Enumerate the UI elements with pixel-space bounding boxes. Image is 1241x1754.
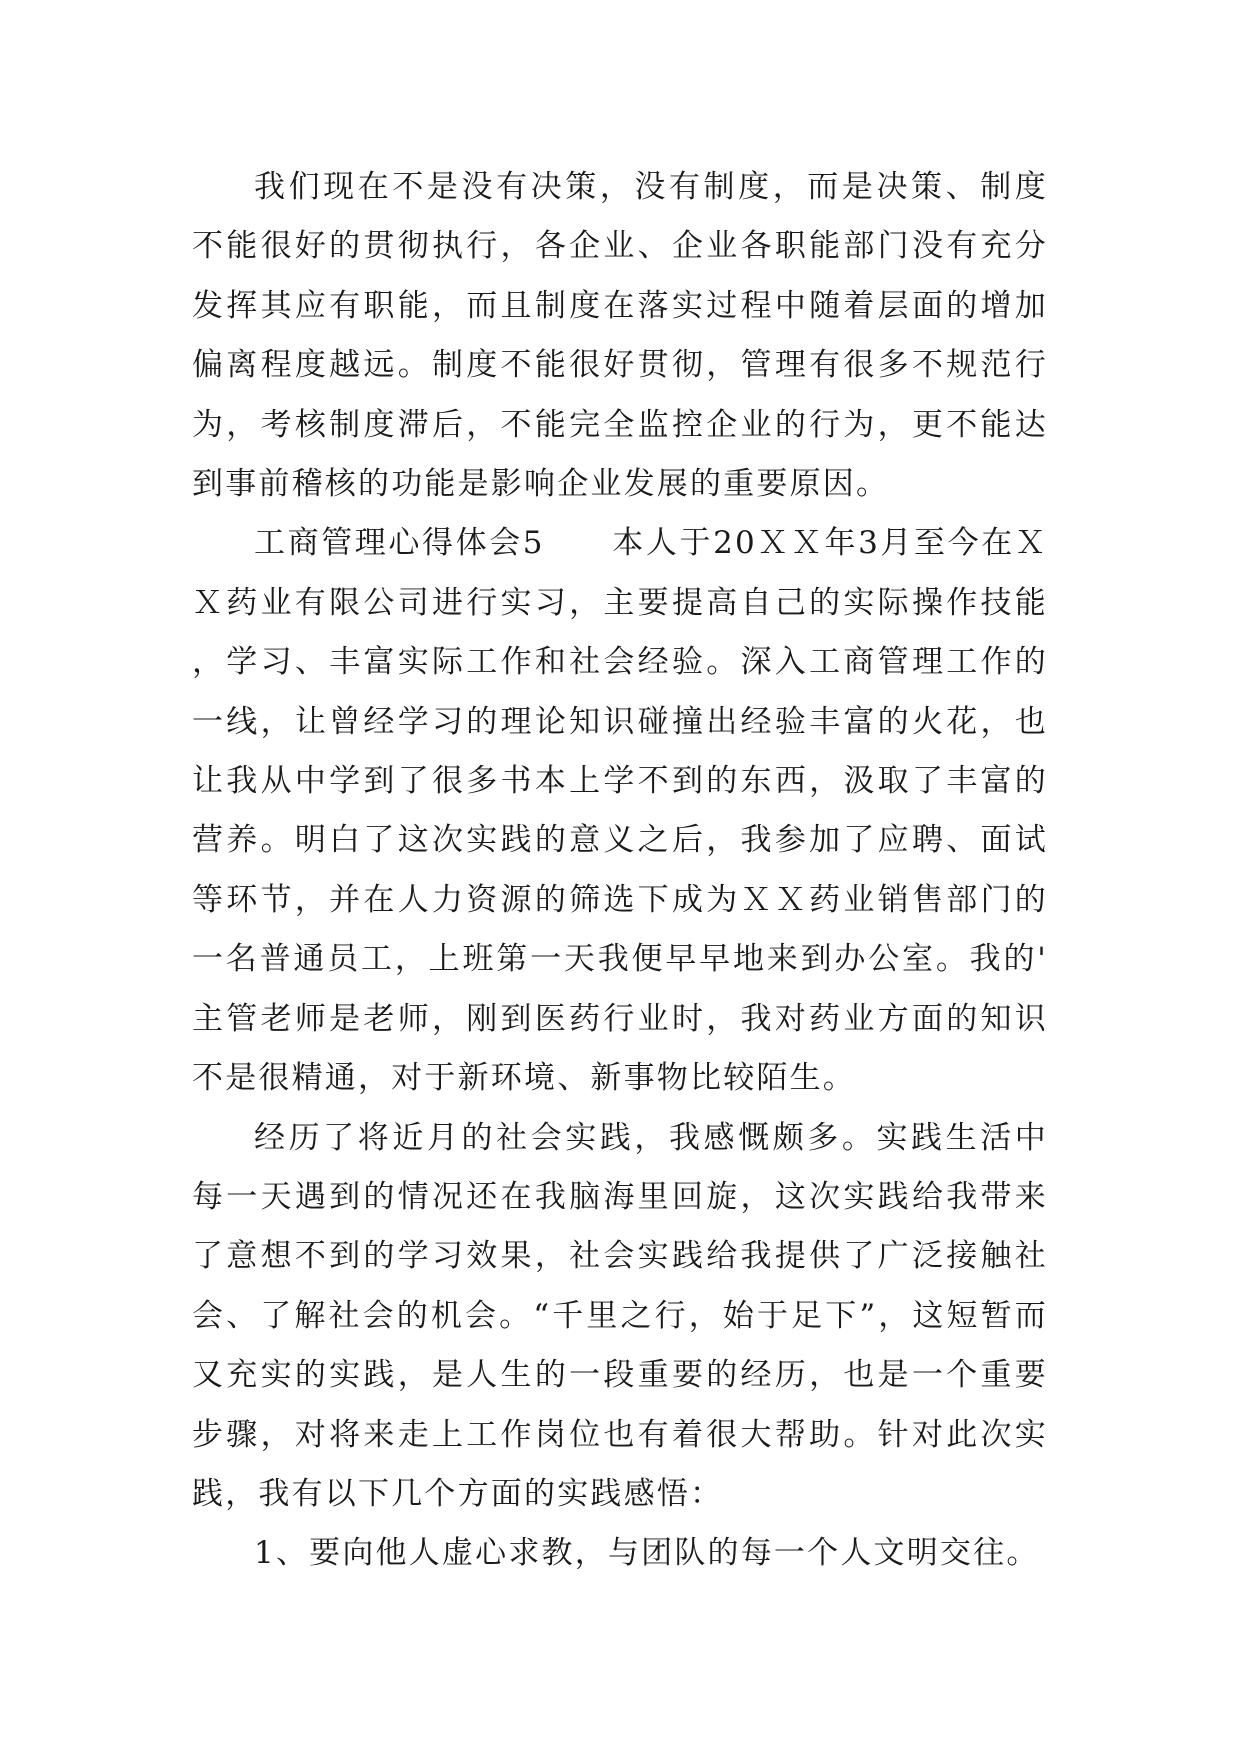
paragraph-practice-reflection: 经历了将近月的社会实践，我感慨颇多。实践生活中每一天遇到的情况还在我脑海里回旋，这次实践给我带来了意想不到的学习效果，社会实践给我提供了广泛接触社会、了解社会的机会。“千里之行，始于足下”，这短暂而又充实的实践，是人生的一段重要的经历，也是一个重要步骤，对将来走上工作岗位也有着很大帮助。针对此次实践，我有以下几个方面的实践感悟： xyxy=(192,1119,1048,1512)
paragraph-point-one: 1、要向他人虚心求教，与团队的每一个人文明交往。 xyxy=(254,1535,1040,1572)
paragraph-internship-intro: 工商管理心得体会5 本人于20ＸＸ年3月至今在ＸＸ药业有限公司进行实习，主要提高自己的实际操作技能，学习、丰富实际工作和社会经验。深入工商管理工作的一线，让曾经学习的理论知识碰撞出经验丰富的火花，也让我从中学到了很多书本上学不到的东西，汲取了丰富的营养。明白了这次实践的意义之后，我参加了应聘、面试等环节，并在人力资源的筛选下成为ＸＸ药业销售部门的一名普通员工，上班第一天我便早早地来到办公室。我的'主管老师是老师，刚到医药行业时，我对药业方面的知识不是很精通，对于新环境、新事物比较陌生。 xyxy=(192,525,1048,1097)
document-body xyxy=(192,158,1048,1584)
paragraph-decision-system: 我们现在不是没有决策，没有制度，而是决策、制度不能很好的贯彻执行，各企业、企业各职能部门没有充分发挥其应有职能，而且制度在落实过程中随着层面的增加偏离程度越远。制度不能很好贯彻，管理有很多不规范行为，考核制度滞后，不能完全监控企业的行为，更不能达到事前稽核的功能是影响企业发展的重要原因。 xyxy=(192,169,1048,503)
